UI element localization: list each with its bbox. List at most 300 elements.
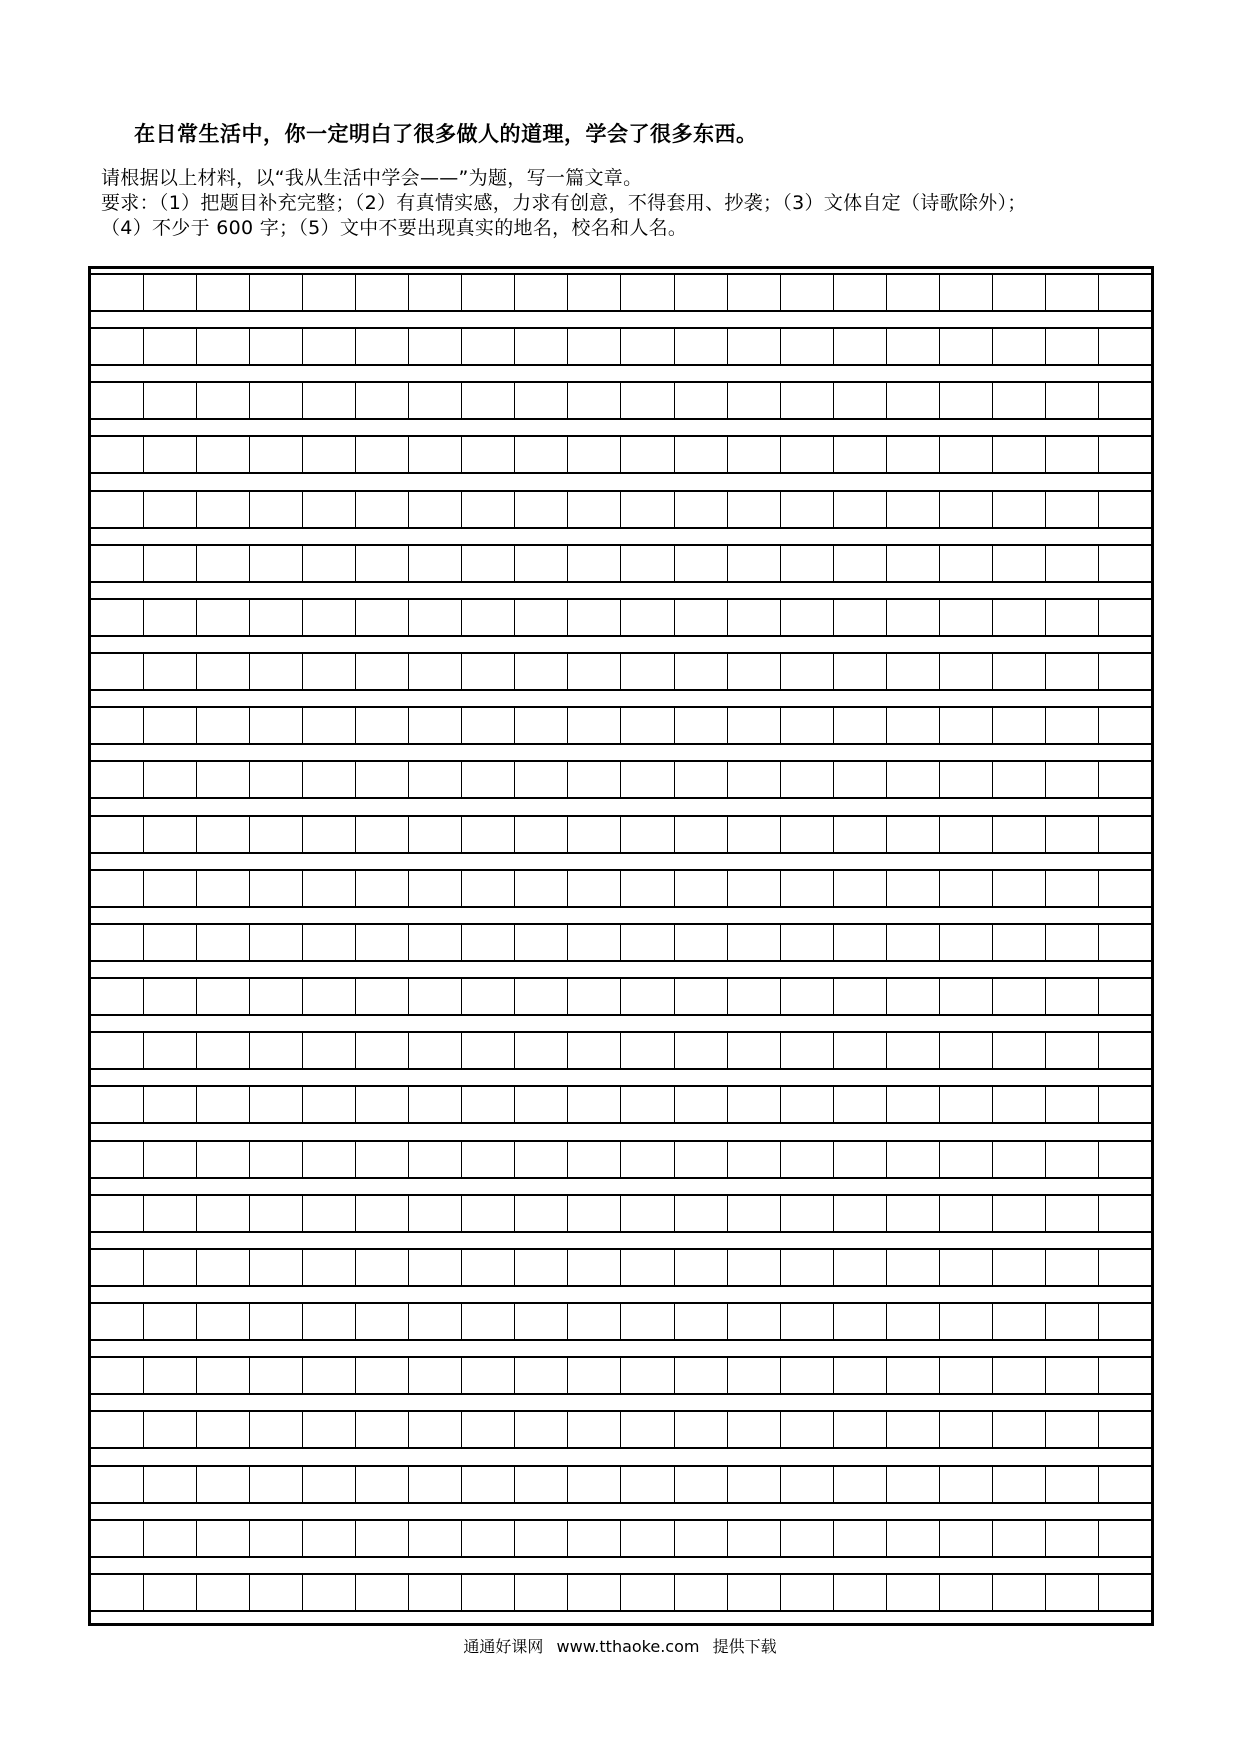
grid-cell[interactable] xyxy=(887,1575,940,1610)
grid-cell[interactable] xyxy=(781,1304,834,1339)
grid-cell[interactable] xyxy=(834,1358,887,1393)
grid-cell[interactable] xyxy=(781,762,834,797)
grid-cell[interactable] xyxy=(462,1087,515,1122)
grid-cell[interactable] xyxy=(197,492,250,527)
grid-cell[interactable] xyxy=(993,871,1046,906)
grid-cell[interactable] xyxy=(144,925,197,960)
grid-cell[interactable] xyxy=(887,1412,940,1447)
grid-cell[interactable] xyxy=(91,600,144,635)
grid-cell[interactable] xyxy=(940,925,993,960)
grid-cell[interactable] xyxy=(993,1087,1046,1122)
grid-cell[interactable] xyxy=(144,1033,197,1068)
grid-cell[interactable] xyxy=(621,1142,674,1177)
grid-cell[interactable] xyxy=(197,1358,250,1393)
grid-cell[interactable] xyxy=(462,762,515,797)
grid-cell[interactable] xyxy=(834,1087,887,1122)
grid-cell[interactable] xyxy=(728,708,781,743)
grid-cell[interactable] xyxy=(515,1412,568,1447)
grid-cell[interactable] xyxy=(91,329,144,364)
grid-cell[interactable] xyxy=(621,383,674,418)
grid-cell[interactable] xyxy=(462,383,515,418)
grid-cell[interactable] xyxy=(834,654,887,689)
grid-cell[interactable] xyxy=(993,329,1046,364)
grid-cell[interactable] xyxy=(834,600,887,635)
grid-cell[interactable] xyxy=(940,1412,993,1447)
grid-cell[interactable] xyxy=(356,979,409,1014)
grid-cell[interactable] xyxy=(409,654,462,689)
grid-cell[interactable] xyxy=(515,762,568,797)
grid-cell[interactable] xyxy=(144,1358,197,1393)
grid-cell[interactable] xyxy=(940,817,993,852)
grid-cell[interactable] xyxy=(1099,871,1151,906)
grid-cell[interactable] xyxy=(728,979,781,1014)
grid-cell[interactable] xyxy=(621,979,674,1014)
grid-cell[interactable] xyxy=(409,383,462,418)
grid-cell[interactable] xyxy=(887,329,940,364)
grid-cell[interactable] xyxy=(91,1304,144,1339)
grid-cell[interactable] xyxy=(568,275,621,310)
grid-cell[interactable] xyxy=(993,1521,1046,1556)
grid-cell[interactable] xyxy=(515,708,568,743)
grid-cell[interactable] xyxy=(197,1033,250,1068)
grid-cell[interactable] xyxy=(1046,1304,1099,1339)
grid-cell[interactable] xyxy=(621,762,674,797)
grid-cell[interactable] xyxy=(621,600,674,635)
grid-cell[interactable] xyxy=(303,871,356,906)
grid-cell[interactable] xyxy=(515,1142,568,1177)
grid-cell[interactable] xyxy=(303,275,356,310)
grid-cell[interactable] xyxy=(356,1033,409,1068)
grid-cell[interactable] xyxy=(621,1196,674,1231)
grid-cell[interactable] xyxy=(91,1521,144,1556)
grid-cell[interactable] xyxy=(409,708,462,743)
grid-cell[interactable] xyxy=(940,654,993,689)
grid-cell[interactable] xyxy=(940,1087,993,1122)
grid-cell[interactable] xyxy=(887,1358,940,1393)
grid-cell[interactable] xyxy=(356,1250,409,1285)
grid-cell[interactable] xyxy=(144,708,197,743)
grid-cell[interactable] xyxy=(462,1304,515,1339)
grid-cell[interactable] xyxy=(303,1521,356,1556)
grid-cell[interactable] xyxy=(1099,492,1151,527)
grid-cell[interactable] xyxy=(675,546,728,581)
grid-cell[interactable] xyxy=(197,1467,250,1502)
grid-cell[interactable] xyxy=(303,1575,356,1610)
grid-cell[interactable] xyxy=(834,383,887,418)
grid-cell[interactable] xyxy=(940,871,993,906)
grid-cell[interactable] xyxy=(356,492,409,527)
grid-cell[interactable] xyxy=(409,1033,462,1068)
grid-cell[interactable] xyxy=(409,1304,462,1339)
grid-cell[interactable] xyxy=(515,600,568,635)
grid-cell[interactable] xyxy=(728,1304,781,1339)
grid-cell[interactable] xyxy=(1099,1142,1151,1177)
grid-cell[interactable] xyxy=(515,1467,568,1502)
grid-cell[interactable] xyxy=(91,762,144,797)
grid-cell[interactable] xyxy=(621,546,674,581)
grid-cell[interactable] xyxy=(197,762,250,797)
grid-cell[interactable] xyxy=(409,600,462,635)
grid-cell[interactable] xyxy=(303,654,356,689)
grid-cell[interactable] xyxy=(462,1467,515,1502)
grid-cell[interactable] xyxy=(887,1142,940,1177)
grid-cell[interactable] xyxy=(356,1412,409,1447)
grid-cell[interactable] xyxy=(515,492,568,527)
grid-cell[interactable] xyxy=(728,329,781,364)
grid-cell[interactable] xyxy=(568,1142,621,1177)
grid-cell[interactable] xyxy=(1099,762,1151,797)
grid-cell[interactable] xyxy=(462,1196,515,1231)
grid-cell[interactable] xyxy=(834,1521,887,1556)
grid-cell[interactable] xyxy=(993,1250,1046,1285)
grid-cell[interactable] xyxy=(250,1304,303,1339)
grid-cell[interactable] xyxy=(781,546,834,581)
grid-cell[interactable] xyxy=(675,1412,728,1447)
grid-cell[interactable] xyxy=(993,383,1046,418)
grid-cell[interactable] xyxy=(728,1358,781,1393)
grid-cell[interactable] xyxy=(197,1521,250,1556)
grid-cell[interactable] xyxy=(91,1250,144,1285)
grid-cell[interactable] xyxy=(1099,1196,1151,1231)
grid-cell[interactable] xyxy=(91,492,144,527)
grid-cell[interactable] xyxy=(1099,383,1151,418)
grid-cell[interactable] xyxy=(303,1087,356,1122)
grid-cell[interactable] xyxy=(409,1412,462,1447)
grid-cell[interactable] xyxy=(303,1358,356,1393)
grid-cell[interactable] xyxy=(675,1087,728,1122)
grid-cell[interactable] xyxy=(781,654,834,689)
grid-cell[interactable] xyxy=(91,654,144,689)
grid-cell[interactable] xyxy=(993,979,1046,1014)
grid-cell[interactable] xyxy=(515,1196,568,1231)
grid-cell[interactable] xyxy=(781,871,834,906)
grid-cell[interactable] xyxy=(462,1358,515,1393)
grid-cell[interactable] xyxy=(515,979,568,1014)
grid-cell[interactable] xyxy=(356,275,409,310)
grid-cell[interactable] xyxy=(144,1575,197,1610)
grid-cell[interactable] xyxy=(1099,275,1151,310)
grid-cell[interactable] xyxy=(1046,1467,1099,1502)
grid-cell[interactable] xyxy=(887,383,940,418)
grid-cell[interactable] xyxy=(515,383,568,418)
grid-cell[interactable] xyxy=(250,600,303,635)
grid-cell[interactable] xyxy=(250,1358,303,1393)
grid-cell[interactable] xyxy=(303,329,356,364)
grid-cell[interactable] xyxy=(462,1250,515,1285)
grid-cell[interactable] xyxy=(993,708,1046,743)
grid-cell[interactable] xyxy=(568,871,621,906)
grid-cell[interactable] xyxy=(197,1412,250,1447)
grid-cell[interactable] xyxy=(356,600,409,635)
grid-cell[interactable] xyxy=(515,871,568,906)
grid-cell[interactable] xyxy=(728,762,781,797)
grid-cell[interactable] xyxy=(303,600,356,635)
grid-cell[interactable] xyxy=(197,1575,250,1610)
grid-cell[interactable] xyxy=(621,329,674,364)
grid-cell[interactable] xyxy=(462,1142,515,1177)
grid-cell[interactable] xyxy=(197,1196,250,1231)
grid-cell[interactable] xyxy=(728,383,781,418)
grid-cell[interactable] xyxy=(250,1250,303,1285)
grid-cell[interactable] xyxy=(568,925,621,960)
grid-cell[interactable] xyxy=(462,1412,515,1447)
grid-cell[interactable] xyxy=(675,1250,728,1285)
grid-cell[interactable] xyxy=(356,708,409,743)
grid-cell[interactable] xyxy=(303,708,356,743)
grid-cell[interactable] xyxy=(940,1250,993,1285)
grid-cell[interactable] xyxy=(940,546,993,581)
grid-cell[interactable] xyxy=(834,275,887,310)
grid-cell[interactable] xyxy=(197,600,250,635)
grid-cell[interactable] xyxy=(515,1575,568,1610)
grid-cell[interactable] xyxy=(144,1250,197,1285)
grid-cell[interactable] xyxy=(462,600,515,635)
grid-cell[interactable] xyxy=(621,654,674,689)
grid-cell[interactable] xyxy=(91,383,144,418)
grid-cell[interactable] xyxy=(1099,1304,1151,1339)
grid-cell[interactable] xyxy=(621,437,674,472)
grid-cell[interactable] xyxy=(250,492,303,527)
grid-cell[interactable] xyxy=(568,979,621,1014)
grid-cell[interactable] xyxy=(356,1087,409,1122)
grid-cell[interactable] xyxy=(250,1521,303,1556)
grid-cell[interactable] xyxy=(303,1033,356,1068)
grid-cell[interactable] xyxy=(356,1521,409,1556)
grid-cell[interactable] xyxy=(250,437,303,472)
grid-cell[interactable] xyxy=(568,546,621,581)
grid-cell[interactable] xyxy=(303,925,356,960)
grid-cell[interactable] xyxy=(1046,708,1099,743)
grid-cell[interactable] xyxy=(1046,1358,1099,1393)
grid-cell[interactable] xyxy=(144,1142,197,1177)
grid-cell[interactable] xyxy=(1099,546,1151,581)
grid-cell[interactable] xyxy=(621,1087,674,1122)
grid-cell[interactable] xyxy=(621,871,674,906)
grid-cell[interactable] xyxy=(250,1467,303,1502)
grid-cell[interactable] xyxy=(1046,817,1099,852)
grid-cell[interactable] xyxy=(993,600,1046,635)
grid-cell[interactable] xyxy=(728,1142,781,1177)
grid-cell[interactable] xyxy=(993,1196,1046,1231)
grid-cell[interactable] xyxy=(515,1358,568,1393)
grid-cell[interactable] xyxy=(621,1575,674,1610)
grid-cell[interactable] xyxy=(675,1304,728,1339)
grid-cell[interactable] xyxy=(197,546,250,581)
grid-cell[interactable] xyxy=(887,708,940,743)
grid-cell[interactable] xyxy=(197,925,250,960)
grid-cell[interactable] xyxy=(197,817,250,852)
grid-cell[interactable] xyxy=(1046,979,1099,1014)
grid-cell[interactable] xyxy=(1099,1087,1151,1122)
grid-cell[interactable] xyxy=(515,1033,568,1068)
grid-cell[interactable] xyxy=(887,762,940,797)
grid-cell[interactable] xyxy=(1046,762,1099,797)
grid-cell[interactable] xyxy=(144,871,197,906)
grid-cell[interactable] xyxy=(781,708,834,743)
grid-cell[interactable] xyxy=(621,1304,674,1339)
grid-cell[interactable] xyxy=(144,654,197,689)
grid-cell[interactable] xyxy=(834,1412,887,1447)
grid-cell[interactable] xyxy=(515,1087,568,1122)
grid-cell[interactable] xyxy=(144,1196,197,1231)
grid-cell[interactable] xyxy=(568,1304,621,1339)
grid-cell[interactable] xyxy=(91,275,144,310)
grid-cell[interactable] xyxy=(940,1575,993,1610)
grid-cell[interactable] xyxy=(940,979,993,1014)
grid-cell[interactable] xyxy=(356,1304,409,1339)
grid-cell[interactable] xyxy=(1046,600,1099,635)
grid-cell[interactable] xyxy=(621,1358,674,1393)
grid-cell[interactable] xyxy=(144,1412,197,1447)
grid-cell[interactable] xyxy=(197,1250,250,1285)
grid-cell[interactable] xyxy=(144,383,197,418)
grid-cell[interactable] xyxy=(675,817,728,852)
grid-cell[interactable] xyxy=(834,1467,887,1502)
grid-cell[interactable] xyxy=(250,925,303,960)
grid-cell[interactable] xyxy=(781,1358,834,1393)
grid-cell[interactable] xyxy=(675,1467,728,1502)
grid-cell[interactable] xyxy=(515,925,568,960)
grid-cell[interactable] xyxy=(91,979,144,1014)
grid-cell[interactable] xyxy=(675,979,728,1014)
grid-cell[interactable] xyxy=(462,437,515,472)
grid-cell[interactable] xyxy=(781,1087,834,1122)
grid-cell[interactable] xyxy=(1046,654,1099,689)
grid-cell[interactable] xyxy=(940,275,993,310)
grid-cell[interactable] xyxy=(409,1467,462,1502)
grid-cell[interactable] xyxy=(462,979,515,1014)
grid-cell[interactable] xyxy=(91,871,144,906)
grid-cell[interactable] xyxy=(993,275,1046,310)
grid-cell[interactable] xyxy=(568,1196,621,1231)
grid-cell[interactable] xyxy=(568,1575,621,1610)
grid-cell[interactable] xyxy=(834,762,887,797)
grid-cell[interactable] xyxy=(675,708,728,743)
grid-cell[interactable] xyxy=(409,1358,462,1393)
grid-cell[interactable] xyxy=(781,1250,834,1285)
grid-cell[interactable] xyxy=(1099,1033,1151,1068)
grid-cell[interactable] xyxy=(1046,871,1099,906)
grid-cell[interactable] xyxy=(1046,1196,1099,1231)
grid-cell[interactable] xyxy=(834,329,887,364)
grid-cell[interactable] xyxy=(621,817,674,852)
grid-cell[interactable] xyxy=(675,1358,728,1393)
grid-cell[interactable] xyxy=(834,492,887,527)
grid-cell[interactable] xyxy=(834,546,887,581)
grid-cell[interactable] xyxy=(409,1250,462,1285)
grid-cell[interactable] xyxy=(675,871,728,906)
grid-cell[interactable] xyxy=(781,492,834,527)
grid-cell[interactable] xyxy=(1046,275,1099,310)
grid-cell[interactable] xyxy=(834,1250,887,1285)
grid-cell[interactable] xyxy=(675,1521,728,1556)
grid-cell[interactable] xyxy=(409,762,462,797)
grid-cell[interactable] xyxy=(834,871,887,906)
grid-cell[interactable] xyxy=(1046,437,1099,472)
grid-cell[interactable] xyxy=(1099,708,1151,743)
grid-cell[interactable] xyxy=(834,1575,887,1610)
grid-cell[interactable] xyxy=(144,329,197,364)
grid-cell[interactable] xyxy=(993,1033,1046,1068)
grid-cell[interactable] xyxy=(303,1412,356,1447)
grid-cell[interactable] xyxy=(462,654,515,689)
grid-cell[interactable] xyxy=(515,329,568,364)
grid-cell[interactable] xyxy=(91,1142,144,1177)
grid-cell[interactable] xyxy=(887,1033,940,1068)
grid-cell[interactable] xyxy=(621,1412,674,1447)
grid-cell[interactable] xyxy=(728,654,781,689)
grid-cell[interactable] xyxy=(1046,925,1099,960)
grid-cell[interactable] xyxy=(515,1250,568,1285)
grid-cell[interactable] xyxy=(409,817,462,852)
grid-cell[interactable] xyxy=(303,1467,356,1502)
grid-cell[interactable] xyxy=(781,1196,834,1231)
grid-cell[interactable] xyxy=(728,1575,781,1610)
grid-cell[interactable] xyxy=(621,1250,674,1285)
grid-cell[interactable] xyxy=(197,1087,250,1122)
grid-cell[interactable] xyxy=(728,492,781,527)
grid-cell[interactable] xyxy=(356,1467,409,1502)
grid-cell[interactable] xyxy=(1046,492,1099,527)
grid-cell[interactable] xyxy=(993,437,1046,472)
grid-cell[interactable] xyxy=(250,1196,303,1231)
grid-cell[interactable] xyxy=(834,925,887,960)
grid-cell[interactable] xyxy=(621,1521,674,1556)
grid-cell[interactable] xyxy=(728,1033,781,1068)
grid-cell[interactable] xyxy=(568,817,621,852)
grid-cell[interactable] xyxy=(940,492,993,527)
grid-cell[interactable] xyxy=(675,383,728,418)
grid-cell[interactable] xyxy=(303,1142,356,1177)
grid-cell[interactable] xyxy=(621,275,674,310)
grid-cell[interactable] xyxy=(940,1304,993,1339)
grid-cell[interactable] xyxy=(993,925,1046,960)
grid-cell[interactable] xyxy=(515,817,568,852)
grid-cell[interactable] xyxy=(91,1358,144,1393)
grid-cell[interactable] xyxy=(356,383,409,418)
grid-cell[interactable] xyxy=(303,979,356,1014)
grid-cell[interactable] xyxy=(834,979,887,1014)
grid-cell[interactable] xyxy=(91,817,144,852)
grid-cell[interactable] xyxy=(462,871,515,906)
grid-cell[interactable] xyxy=(887,654,940,689)
grid-cell[interactable] xyxy=(781,1412,834,1447)
grid-cell[interactable] xyxy=(993,762,1046,797)
grid-cell[interactable] xyxy=(250,871,303,906)
grid-cell[interactable] xyxy=(1099,979,1151,1014)
grid-cell[interactable] xyxy=(887,1250,940,1285)
grid-cell[interactable] xyxy=(568,1033,621,1068)
grid-cell[interactable] xyxy=(1046,1250,1099,1285)
grid-cell[interactable] xyxy=(356,925,409,960)
grid-cell[interactable] xyxy=(356,1358,409,1393)
grid-cell[interactable] xyxy=(675,654,728,689)
grid-cell[interactable] xyxy=(568,1467,621,1502)
grid-cell[interactable] xyxy=(303,1304,356,1339)
grid-cell[interactable] xyxy=(91,1087,144,1122)
grid-cell[interactable] xyxy=(887,979,940,1014)
grid-cell[interactable] xyxy=(250,329,303,364)
grid-cell[interactable] xyxy=(728,925,781,960)
grid-cell[interactable] xyxy=(940,1196,993,1231)
grid-cell[interactable] xyxy=(1046,383,1099,418)
grid-cell[interactable] xyxy=(303,762,356,797)
grid-cell[interactable] xyxy=(675,275,728,310)
grid-cell[interactable] xyxy=(250,1575,303,1610)
grid-cell[interactable] xyxy=(1099,654,1151,689)
grid-cell[interactable] xyxy=(781,817,834,852)
grid-cell[interactable] xyxy=(1099,1575,1151,1610)
